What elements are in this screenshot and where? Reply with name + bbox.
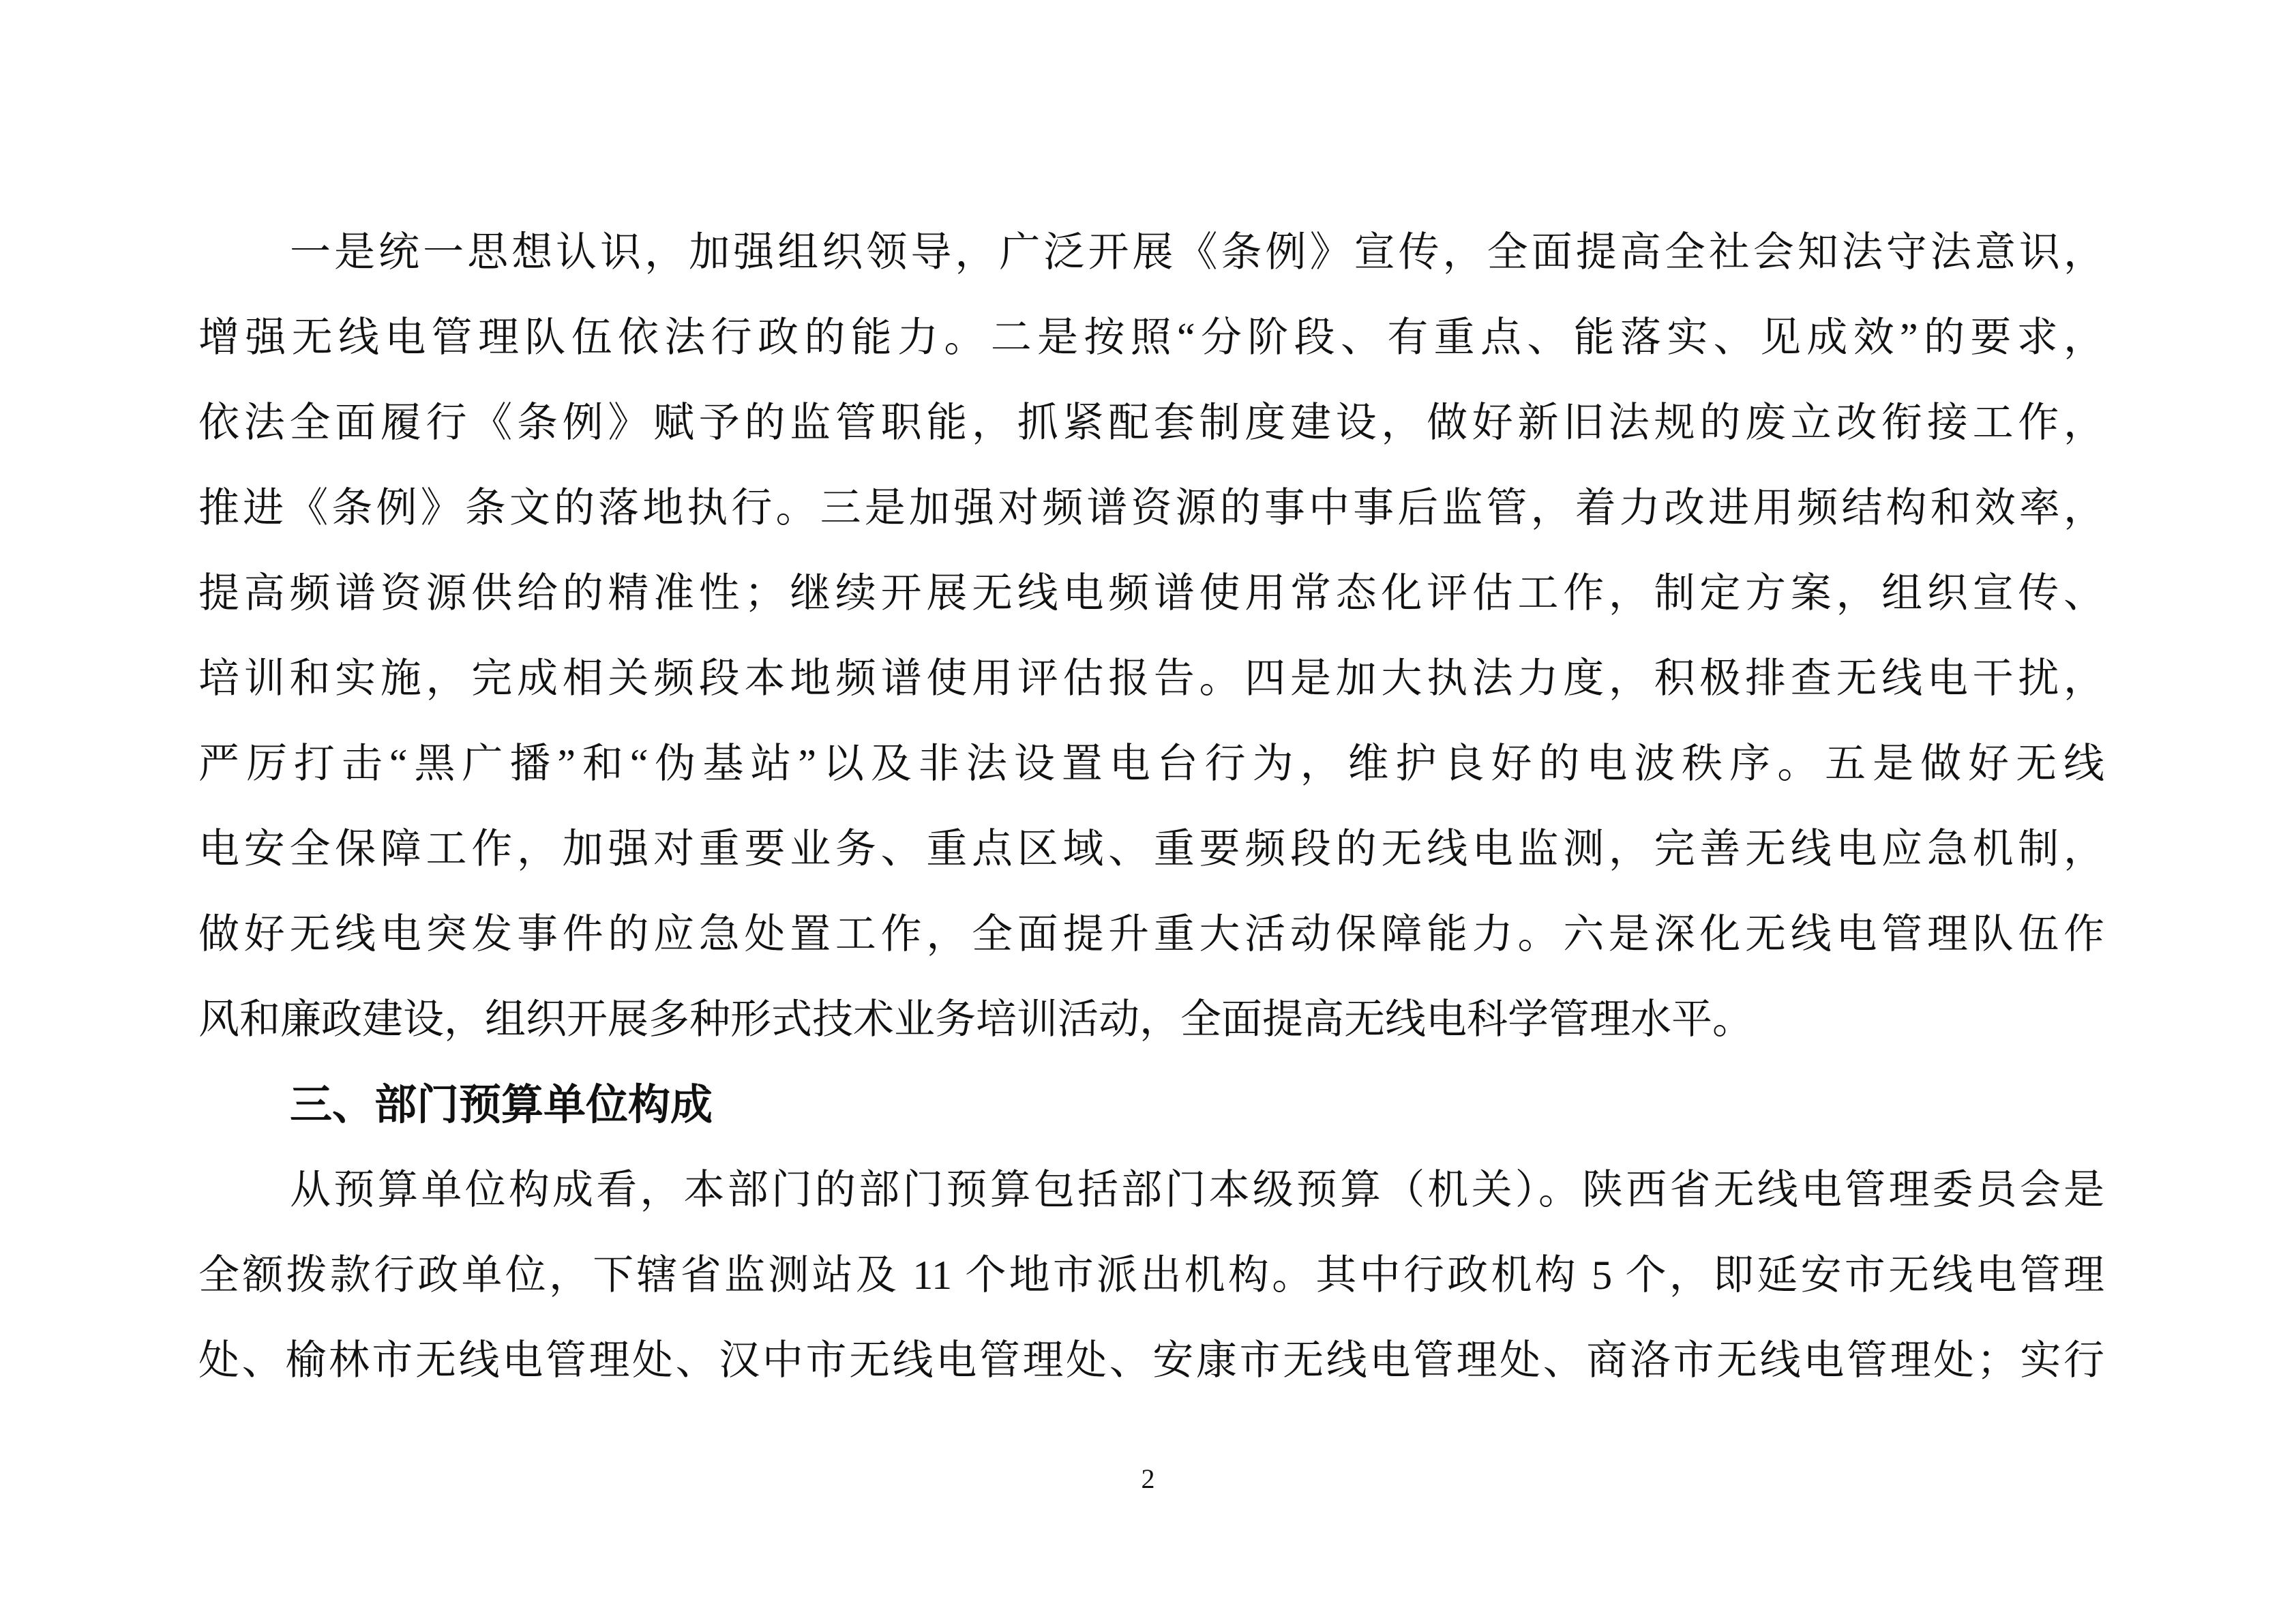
paragraph-line: 增强无线电管理队伍依法行政的能力。二是按照“分阶段、有重点、能落实、见成效”的要求， (198, 315, 2104, 360)
paragraph-line: 严厉打击“黑广播”和“伪基站”以及非法设置电台行为，维护良好的电波秩序。五是做好无线 (198, 741, 2104, 786)
page-number: 2 (1141, 1463, 1155, 1494)
composition-paragraph (198, 1148, 2104, 1403)
paragraph-line: 从预算单位构成看，本部门的部门预算包括部门本级预算（机关）。陕西省无线电管理委员会是 (290, 1167, 2104, 1212)
paragraph-line: 一是统一思想认识，加强组织领导，广泛开展《条例》宣传，全面提高全社会知法守法意识， (290, 230, 2104, 275)
paragraph-line: 处、榆林市无线电管理处、汉中市无线电管理处、安康市无线电管理处、商洛市无线电管理处；实行 (198, 1338, 2104, 1383)
paragraph-line: 依法全面履行《条例》赋予的监管职能，抓紧配套制度建设，做好新旧法规的废立改衔接工作， (198, 400, 2104, 445)
paragraph-line: 推进《条例》条文的落地执行。三是加强对频谱资源的事中事后监管，着力改进用频结构和效率， (198, 486, 2104, 531)
paragraph-line: 全额拨款行政单位，下辖省监测站及 11 个地市派出机构。其中行政机构 5 个，即延安市无线电管理 (198, 1253, 2104, 1298)
paragraph-line: 提高频谱资源供给的精准性；继续开展无线电频谱使用常态化评估工作，制定方案，组织宣传、 (198, 571, 2104, 616)
paragraph-line: 做好无线电突发事件的应急处置工作，全面提升重大活动保障能力。六是深化无线电管理队伍作 (198, 912, 2104, 957)
paragraph-line: 电安全保障工作，加强对重要业务、重点区域、重要频段的无线电监测，完善无线电应急机制， (198, 827, 2104, 872)
paragraph-line: 培训和实施，完成相关频段本地频谱使用评估报告。四是加大执法力度，积极排查无线电干扰， (198, 656, 2104, 701)
task-paragraph (198, 210, 2104, 1062)
section-heading: 三、部门预算单位构成 (290, 1082, 713, 1129)
page-body (198, 210, 2104, 1403)
paragraph-line: 风和廉政建设，组织开展多种形式技术业务培训活动，全面提高无线电科学管理水平。 (198, 997, 1753, 1042)
